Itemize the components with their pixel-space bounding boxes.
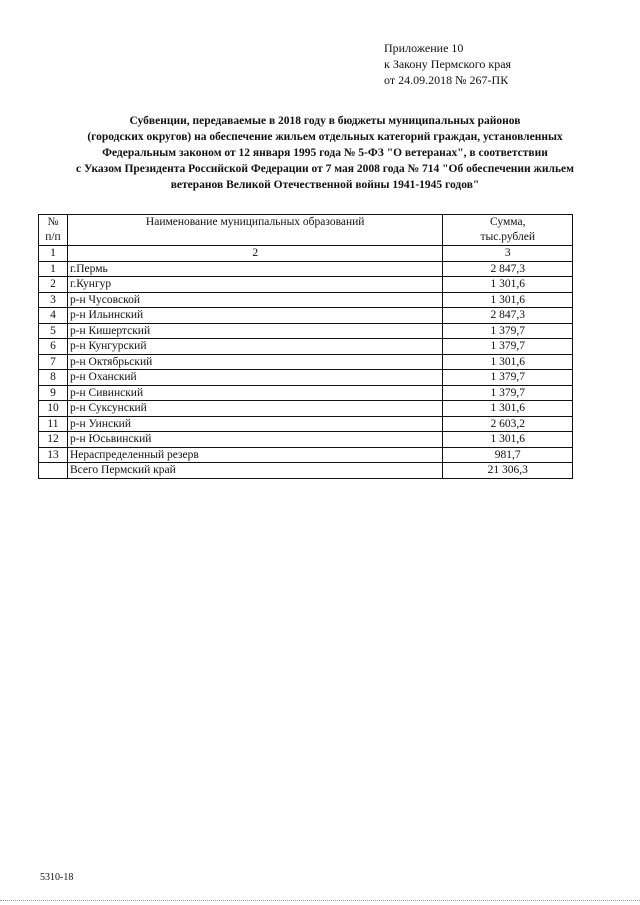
row-sum: 1 301,6 [443,292,573,308]
row-num: 9 [39,385,68,401]
row-sum: 981,7 [443,447,573,463]
row-num: 5 [39,323,68,339]
table-row [39,323,573,339]
row-sum: 1 379,7 [443,339,573,355]
page-bottom-divider [0,900,640,901]
appendix-line-1: Приложение 10 [384,41,464,55]
table-header-row [39,215,573,246]
row-num: 12 [39,432,68,448]
row-sum: 1 379,7 [443,370,573,386]
total-name: Всего Пермский край [67,463,443,479]
table-row [39,447,573,463]
appendix-header [384,40,511,88]
row-name: р-н Оханский [67,370,443,386]
row-name: р-н Октябрьский [67,354,443,370]
table-row [39,370,573,386]
table-row [39,354,573,370]
row-name: р-н Кишертский [67,323,443,339]
row-name: р-н Юсьвинский [67,432,443,448]
header-sum [443,215,573,246]
row-num: 2 [39,277,68,293]
row-num: 11 [39,416,68,432]
row-sum: 1 379,7 [443,385,573,401]
table-row [39,416,573,432]
row-sum: 2 847,3 [443,308,573,324]
column-number-row [39,246,573,262]
table-row [39,292,573,308]
row-name: р-н Чусовской [67,292,443,308]
row-sum: 2 847,3 [443,261,573,277]
appendix-line-2: к Закону Пермского края [384,57,512,71]
row-sum: 1 301,6 [443,401,573,417]
row-num: 1 [39,261,68,277]
title-line-4: с Указом Президента Российской Федерации от 7 мая 2008 года № 714 "Об обеспечении жильем [75,163,574,175]
row-sum: 2 603,2 [443,416,573,432]
row-name: г.Пермь [67,261,443,277]
table-row [39,277,573,293]
header-sum-label: Сумма, тыс.рублей [480,216,535,243]
row-num: 10 [39,401,68,417]
header-num [39,215,68,246]
row-sum: 1 301,6 [443,432,573,448]
row-sum: 1 379,7 [443,323,573,339]
table-row [39,432,573,448]
table-row [39,385,573,401]
title-line-2: (городских округов) на обеспечение жильем отдельных категорий граждан, установленных [87,131,563,143]
row-num: 4 [39,308,68,324]
col-number-2: 2 [67,246,443,262]
title-line-5: ветеранов Великой Отечественной войны 1941-1945 годов" [170,179,480,191]
row-name: р-н Ильинский [67,308,443,324]
header-num-label: № п/п [45,216,61,243]
title-line-1: Субвенции, передаваемые в 2018 году в бюджеты муниципальных районов [129,115,521,127]
table-row [39,308,573,324]
table-row [39,401,573,417]
row-name: Нераспределенный резерв [67,447,443,463]
total-num [39,463,68,479]
document-code: 5310-18 [40,872,74,883]
col-number-1: 1 [39,246,68,262]
total-sum: 21 306,3 [443,463,573,479]
row-num: 6 [39,339,68,355]
row-name: р-н Сивинский [67,385,443,401]
row-name: р-н Уинский [67,416,443,432]
row-num: 3 [39,292,68,308]
table-row [39,261,573,277]
row-sum: 1 301,6 [443,354,573,370]
row-name: р-н Кунгурский [67,339,443,355]
row-sum: 1 301,6 [443,277,573,293]
subventions-table [38,214,573,479]
appendix-line-3: от 24.09.2018 № 267-ПК [384,73,509,87]
row-num: 7 [39,354,68,370]
row-num: 13 [39,447,68,463]
title-line-3: Федеральным законом от 12 января 1995 года № 5-ФЗ "О ветеранах", в соответствии [102,147,548,159]
header-name: Наименование муниципальных образований [67,215,443,246]
table-row [39,339,573,355]
row-name: г.Кунгур [67,277,443,293]
col-number-3: 3 [443,246,573,262]
total-row [39,463,573,479]
row-name: р-н Суксунский [67,401,443,417]
document-title [40,113,610,193]
row-num: 8 [39,370,68,386]
